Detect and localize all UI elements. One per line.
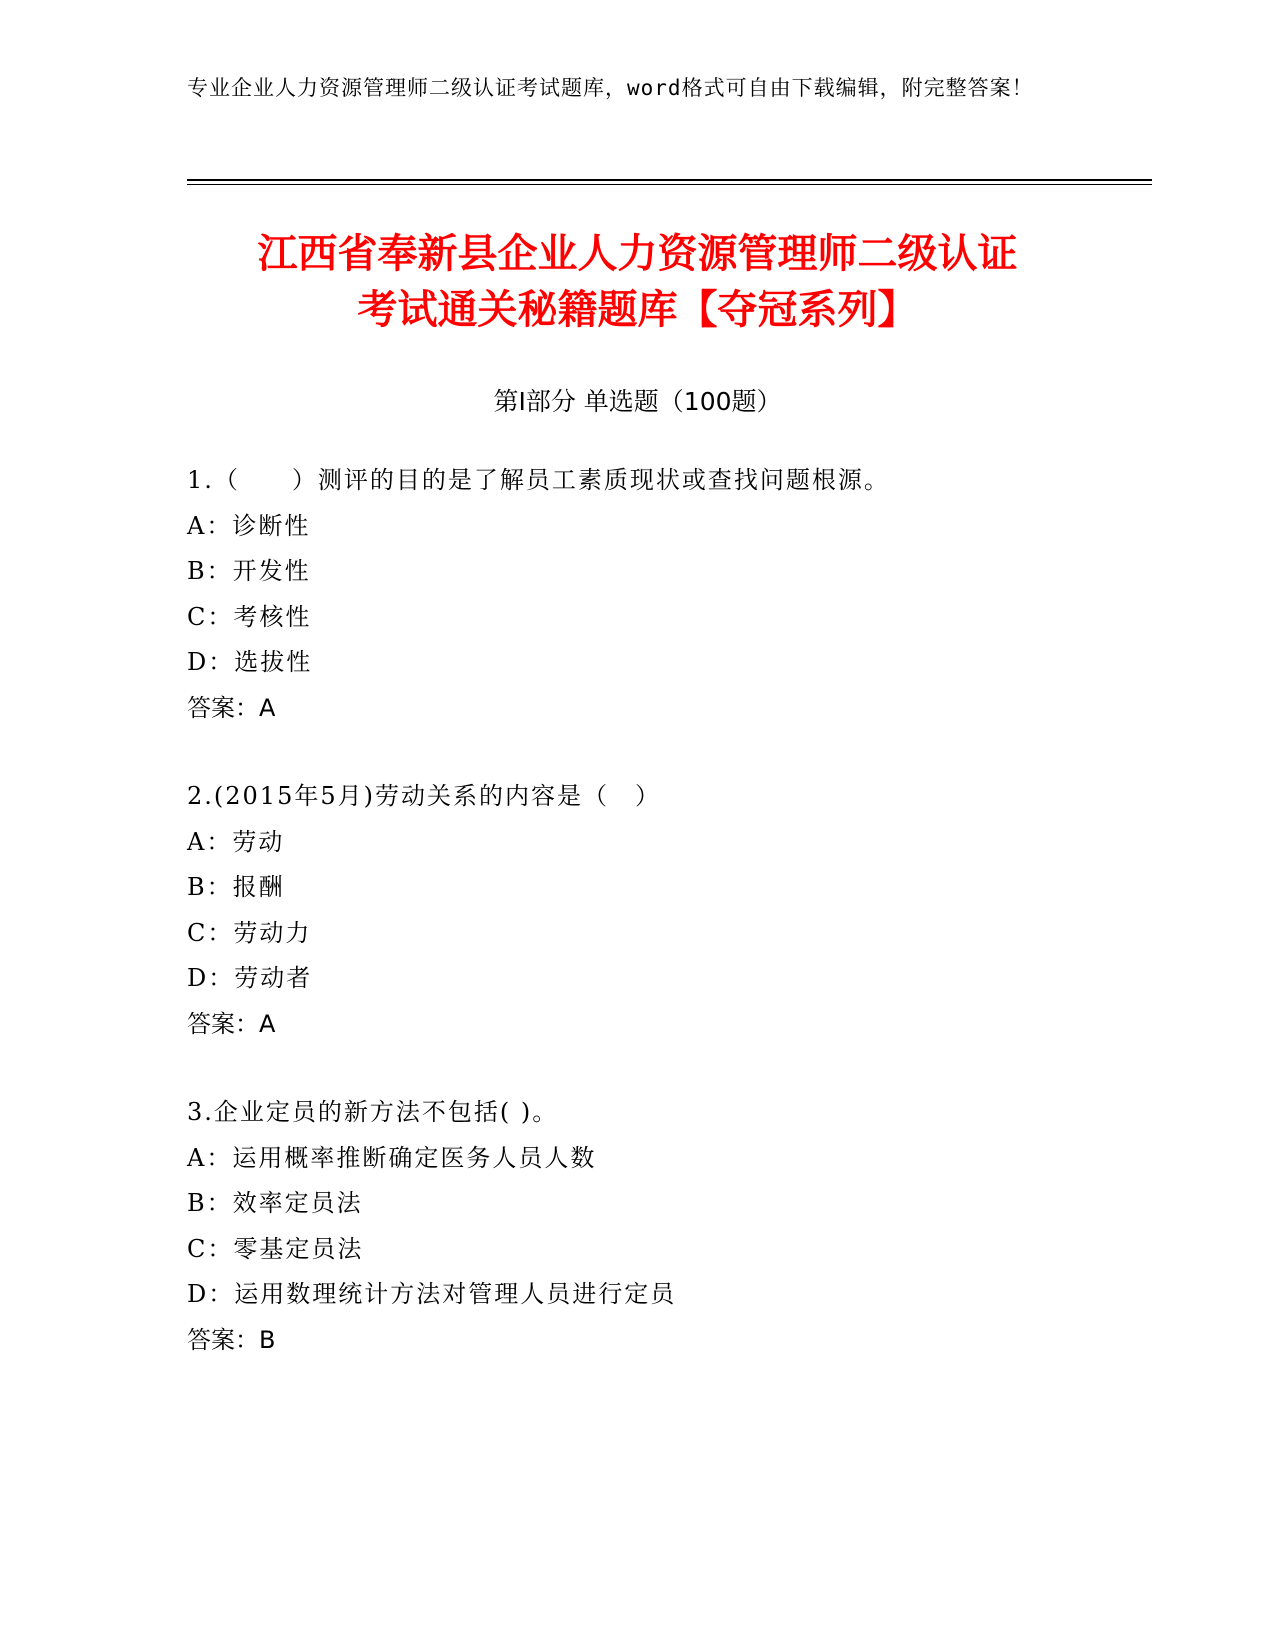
option-c: C：零基定员法 [187,1234,364,1263]
answer-line: 答案：A [187,1009,276,1038]
document-title [150,226,1125,338]
option-d: D：选拔性 [187,648,313,676]
document-title-line-1: 江西省奉新县企业人力资源管理师二级认证 [257,231,1018,277]
option-c: C：劳动力 [187,918,312,947]
section-heading: 第Ⅰ部分 单选题（100题） [493,387,782,416]
header-divider-thick [187,179,1152,181]
question-stem: 1.（ ）测评的目的是了解员工素质现状或查找问题根源。 [187,466,890,494]
answer-line: 答案：A [187,693,276,722]
question-2 [187,774,1147,1047]
option-d: D：运用数理统计方法对管理人员进行定员 [187,1280,677,1308]
option-d: D：劳动者 [187,964,313,992]
option-b: B：开发性 [187,557,311,585]
question-1 [187,458,1147,731]
answer-line: 答案：B [187,1325,276,1354]
question-stem: 3.企业定员的新方法不包括( )。 [187,1098,559,1126]
option-a: A：劳动 [187,827,285,856]
question-3 [187,1090,1147,1363]
option-b: B：效率定员法 [187,1189,363,1217]
option-b: B：报酬 [187,873,285,901]
header-note: 专业企业人力资源管理师二级认证考试题库，word格式可自由下载编辑，附完整答案！ [187,76,1034,100]
option-a: A：诊断性 [187,511,311,540]
header-divider-thin [187,184,1152,185]
option-a: A：运用概率推断确定医务人员人数 [187,1143,597,1172]
option-c: C：考核性 [187,602,312,631]
question-stem: 2.(2015年5月)劳动关系的内容是（ ） [187,782,661,810]
document-title-line-2: 考试通关秘籍题库【夺冠系列】 [357,287,918,333]
